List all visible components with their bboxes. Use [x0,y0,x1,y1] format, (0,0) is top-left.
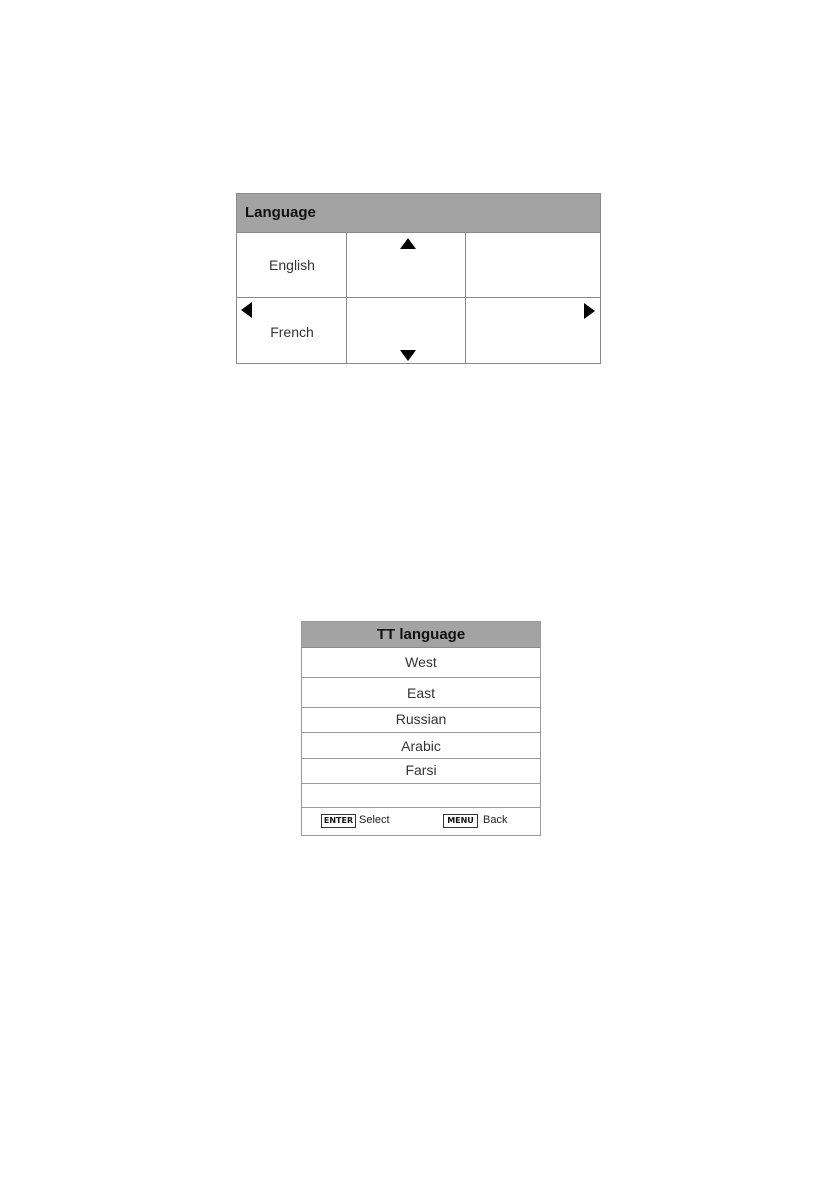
tt-language-footer [302,807,540,835]
tt-language-item-label: West [405,654,437,670]
tt-language-item-west[interactable] [302,648,540,678]
grid-divider [237,297,600,298]
language-menu-title: Language [245,204,316,221]
enter-key-icon: ENTER [321,814,356,828]
tt-language-title: TT language [376,626,466,643]
arrow-right-icon[interactable] [584,303,595,319]
tt-language-header [302,622,540,648]
tt-language-item-farsi[interactable] [302,759,540,784]
menu-back-label: Back [483,814,508,826]
language-option-french[interactable]: French [270,324,314,340]
tt-language-item-russian[interactable] [302,708,540,733]
tt-language-item-east[interactable] [302,678,540,708]
tt-language-item-arabic[interactable] [302,733,540,759]
language-menu [236,193,601,364]
tt-language-menu [301,621,541,836]
arrow-up-icon[interactable] [400,238,416,249]
tt-language-item-label: Russian [395,711,447,727]
tt-language-item-empty[interactable] [302,784,540,808]
menu-key-icon: MENU [443,814,478,828]
grid-divider [465,233,466,363]
grid-divider [346,233,347,363]
tt-language-item-label: East [406,685,435,701]
tt-language-item-label: Arabic [401,738,441,754]
arrow-down-icon[interactable] [400,350,416,361]
language-menu-header [237,194,600,233]
arrow-left-icon[interactable] [241,302,252,318]
enter-select-label: Select [359,814,390,826]
tt-language-item-label: Farsi [405,762,437,778]
language-option-english[interactable]: English [269,257,315,273]
